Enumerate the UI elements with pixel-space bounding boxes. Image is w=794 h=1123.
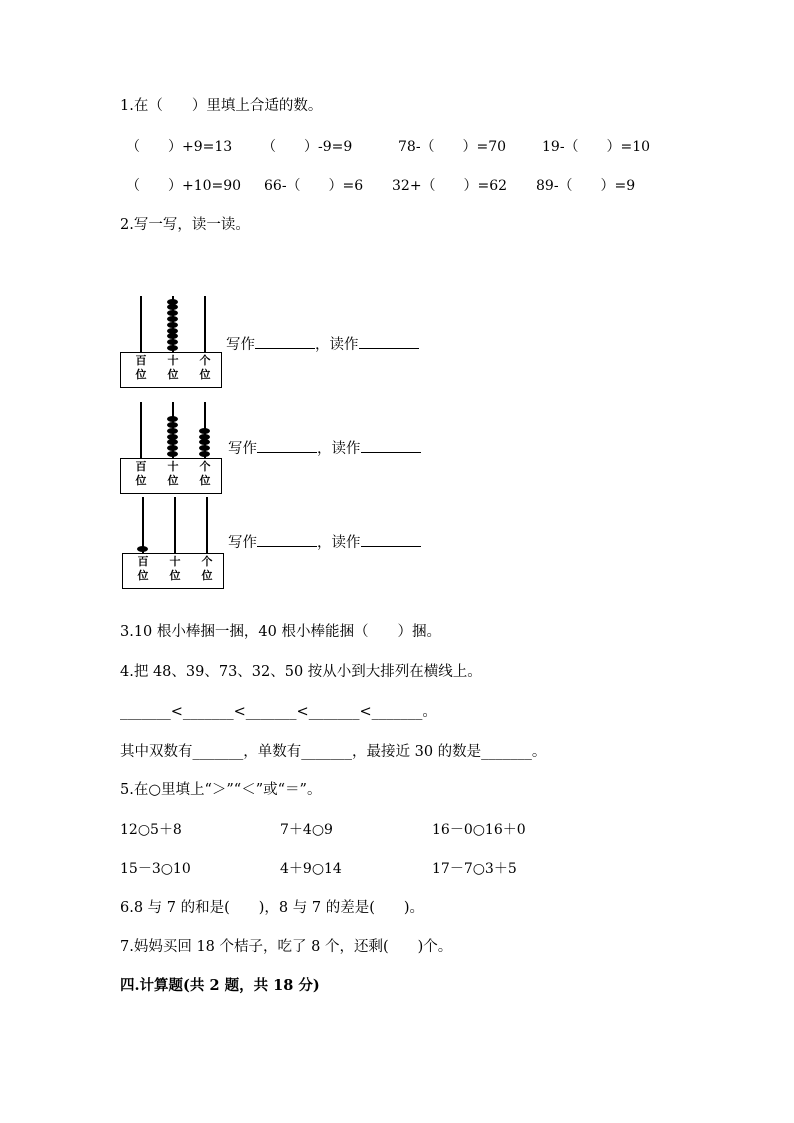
place-label-top: 个 (199, 354, 211, 367)
abacus-bead (199, 439, 210, 445)
write-read-line (228, 531, 421, 552)
abacus-bead (199, 451, 210, 457)
abacus-bead (167, 304, 178, 310)
q1-item: 32+（ ）=62 (392, 178, 508, 194)
abacus-rod (140, 402, 142, 458)
abacus-bead (167, 451, 178, 457)
place-label-top: 百 (137, 555, 149, 568)
place-label-bottom: 位 (201, 569, 213, 582)
q1-item: 89-（ ）=9 (536, 178, 636, 194)
abacus-bead (167, 333, 178, 339)
q5-item: 16－0○16＋0 (432, 822, 526, 838)
write-label: 写作 (226, 337, 255, 353)
place-label-top: 个 (201, 555, 213, 568)
write-label: 写作 (228, 441, 257, 457)
place-label-top: 个 (199, 460, 211, 473)
q1-item: 19-（ ）=10 (542, 139, 651, 155)
q1-item: 78-（ ）=70 (398, 139, 507, 155)
q1-item: （ ）+10=90 (126, 178, 242, 194)
write-blank[interactable] (257, 532, 317, 547)
abacus (120, 402, 220, 492)
abacus-bead (167, 299, 178, 305)
abacus-rod (174, 497, 176, 553)
place-label-bottom: 位 (167, 368, 179, 381)
q5-item: 17－7○3＋5 (432, 861, 517, 877)
abacus-bead (167, 345, 178, 351)
abacus-bead (199, 445, 210, 451)
place-label-top: 百 (135, 460, 147, 473)
abacus-rod (204, 296, 206, 352)
abacus-bead (167, 445, 178, 451)
q1-title: 1.在（ ）里填上合适的数。 (120, 98, 323, 114)
place-label-bottom: 位 (167, 474, 179, 487)
place-label-bottom: 位 (199, 474, 211, 487)
section4-title: 四.计算题(共 2 题，共 18 分) (120, 977, 320, 994)
abacus-bead (199, 428, 210, 434)
write-blank[interactable] (255, 334, 315, 349)
abacus-bead (167, 434, 178, 440)
q5-item: 12○5＋8 (120, 822, 182, 838)
abacus-bead (167, 428, 178, 434)
abacus-bead (167, 310, 178, 316)
place-label-bottom: 位 (199, 368, 211, 381)
abacus (120, 296, 220, 386)
place-label-top: 十 (169, 555, 181, 568)
write-read-line (228, 437, 421, 458)
q1-item: （ ）+9=13 (126, 139, 233, 155)
q4-order-line: _______<_______<_______<_______<_______。 (120, 704, 437, 720)
q1-item: 66-（ ）=6 (264, 178, 364, 194)
abacus-bead (167, 339, 178, 345)
abacus-bead (167, 416, 178, 422)
abacus-bead (137, 546, 148, 552)
place-label-top: 十 (167, 460, 179, 473)
write-read-line (226, 333, 419, 354)
q6-text: 6.8 与 7 的和是( )，8 与 7 的差是( )。 (120, 900, 425, 916)
abacus-bead (167, 439, 178, 445)
q5-item: 15－3○10 (120, 861, 191, 877)
abacus-rod (206, 497, 208, 553)
q4-sub: 其中双数有_______，单数有_______，最接近 30 的数是_______。 (120, 744, 547, 760)
read-label: ，读作 (317, 441, 361, 457)
read-label: ，读作 (315, 337, 359, 353)
place-label-top: 百 (135, 354, 147, 367)
place-label-bottom: 位 (135, 474, 147, 487)
q1-item: （ ）-9=9 (262, 139, 353, 155)
read-label: ，读作 (317, 535, 361, 551)
q5-item: 7＋4○9 (280, 822, 333, 838)
abacus-bead (167, 322, 178, 328)
q5-item: 4＋9○14 (280, 861, 342, 877)
abacus-rod (142, 497, 144, 553)
q5-title: 5.在○里填上“＞”“＜”或“＝”。 (120, 782, 322, 798)
write-label: 写作 (228, 535, 257, 551)
read-blank[interactable] (361, 532, 421, 547)
abacus-bead (167, 422, 178, 428)
abacus-rod (140, 296, 142, 352)
abacus-bead (167, 328, 178, 334)
write-blank[interactable] (257, 438, 317, 453)
q4-title: 4.把 48、39、73、32、50 按从小到大排列在横线上。 (120, 664, 482, 680)
q3-text: 3.10 根小棒捆一捆，40 根小棒能捆（ ）捆。 (120, 624, 441, 640)
abacus (122, 497, 222, 587)
place-label-top: 十 (167, 354, 179, 367)
read-blank[interactable] (361, 438, 421, 453)
abacus-bead (199, 434, 210, 440)
q7-text: 7.妈妈买回 18 个桔子，吃了 8 个，还剩( )个。 (120, 939, 453, 955)
q2-title: 2.写一写，读一读。 (120, 217, 250, 233)
place-label-bottom: 位 (169, 569, 181, 582)
read-blank[interactable] (359, 334, 419, 349)
place-label-bottom: 位 (135, 368, 147, 381)
place-label-bottom: 位 (137, 569, 149, 582)
abacus-bead (167, 316, 178, 322)
